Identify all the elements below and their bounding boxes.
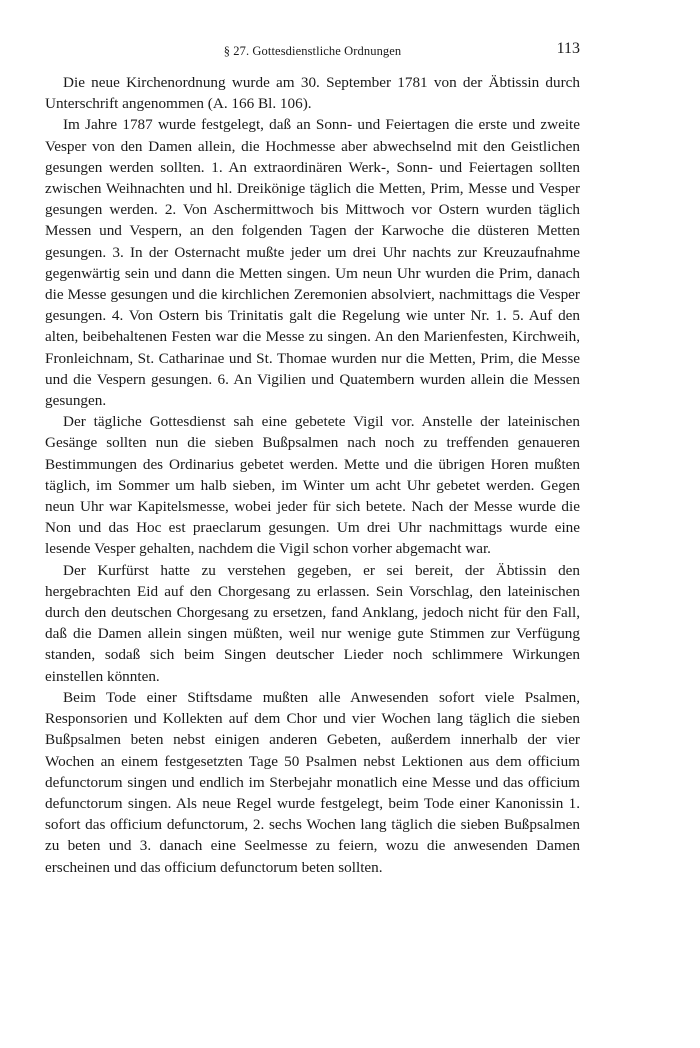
- italic-run: Hoc est praeclarum gesungen. Um drei Uhr nachmittags wurde eine lesende Vesper gehalten, nachdem die Vigil schon vorher abgemacht war.: [45, 519, 581, 558]
- italic-run: officium defunctorum: [45, 773, 580, 812]
- text-run: Im Jahre 1787 wurde festgelegt, daß an Sonn- und Feiertagen die erste und zweite Vesper von den Damen allein, die Hochmesse aber abwechselnd mit den Geistlichen gesungen werden sollten. 1. An extraordinären Werk-, Sonn- und Feiertagen sollten zwischen Weihnachten und hl. Dreikönige täglich die Metten, Prim, Messe und Vesper gesungen werden. 2. Von Aschermittwoch bis Mittwoch vor Ostern wurden täglich Messen und Vespern, an den folgenden Tagen der Karwoche die düsteren Metten gesungen. 3. In der Osternacht mußte jeder um drei Uhr nachts zur Kreuzaufnahme gegenwärtig sein und dann die Metten singen. Um neun Uhr wurden die Prim, danach die Messe gesungen und die kirchlichen Zeremonien absolviert, nachmittags die Vesper gesungen. 4. Von Ostern bis Trinitatis galt die Regelung wie unter Nr. 1. 5. Auf den alten, beibehaltenen Festen war die Messe zu singen. An den Marienfesten, Kirchweih, Fronleichnam, St. Catharinae und St. Thomae wurden nur die Metten, Prim, die Messe und die Vespern gesungen. 6. An Vigilien und Quatembern wurden allein die Messen gesungen.: [45, 116, 580, 410]
- text-run: Die neue Kirchenordnung wurde am 30. September 1781 von der Äbtissin durch Unterschrift angenommen (A. 166 Bl. 106).: [45, 74, 580, 113]
- paragraph-4: [45, 560, 580, 687]
- running-title: § 27. Gottesdienstliche Ordnungen: [223, 44, 402, 58]
- running-head: [45, 40, 580, 62]
- text-run: singen. Als neue Regel wurde festgelegt, beim Tode einer Kanonissin 1. sofort das: [45, 794, 580, 834]
- text-run: Der Kurfürst hatte zu verstehen gegeben, er sei bereit, der Äbtissin den hergebrachten Eid auf den Chorgesang zu erlassen. Sein Vorschlag, den lateinischen durch den deutschen Chorgesang zu ersetzen, fand Anklang, jedoch nicht für den Fall, daß die Damen allein singen müßten, weil nur wenige gute Stimmen zur Verfügung standen, sodaß sich beim Singen deutscher Lieder noch schlimmere Wirkungen einstellen könnten.: [45, 561, 580, 685]
- body-text: [45, 72, 580, 878]
- paragraph-1: [45, 72, 580, 114]
- text-run: singen und endlich im Sterbejahr monatlich eine Messe und das: [122, 773, 528, 791]
- paragraph-2: [45, 114, 580, 411]
- paragraph-5: [45, 687, 580, 878]
- text-run: beten sollten.: [297, 858, 383, 876]
- italic-run: officium defunctorum: [110, 816, 245, 834]
- italic-run: officium defunctorum: [164, 858, 298, 876]
- italic-run: officium defunctorum: [45, 752, 580, 791]
- book-page: [45, 40, 580, 878]
- page-number: 113: [556, 40, 580, 57]
- text-run: , 2. sechs Wochen lang täglich die sieben Bußpsalmen zu beten und 3. danach eine Seelmesse zu feiern, wozu die anwesenden Damen erscheinen und das: [45, 816, 580, 876]
- text-run: Beim Tode einer Stiftsdame mußten alle Anwesenden sofort viele Psalmen, Responsorien und Kollekten auf dem Chor und vier Wochen lang täglich die sieben Bußpsalmen beten nebst einigen anderen Gebeten, außerdem innerhalb der vier Wochen an einem festgesetzten Tage 50 Psalmen nebst Lektionen aus dem: [45, 688, 580, 770]
- text-run: Der tägliche Gottesdienst sah eine gebetete Vigil vor. Anstelle der lateinischen Gesänge sollten nun die sieben Bußpsalmen nach noch zu treffenden genaueren Bestimmungen des Ordinarius gebetet werden. Mette und die übrigen Horen mußten täglich, im Sommer um halb sieben, im Winter um acht Uhr gebetet werden. Gegen neun Uhr war Kapitelsmesse, wobei jeder für sich betete. Nach der Messe wurde die Non und das: [45, 413, 580, 537]
- paragraph-3: [45, 411, 580, 559]
